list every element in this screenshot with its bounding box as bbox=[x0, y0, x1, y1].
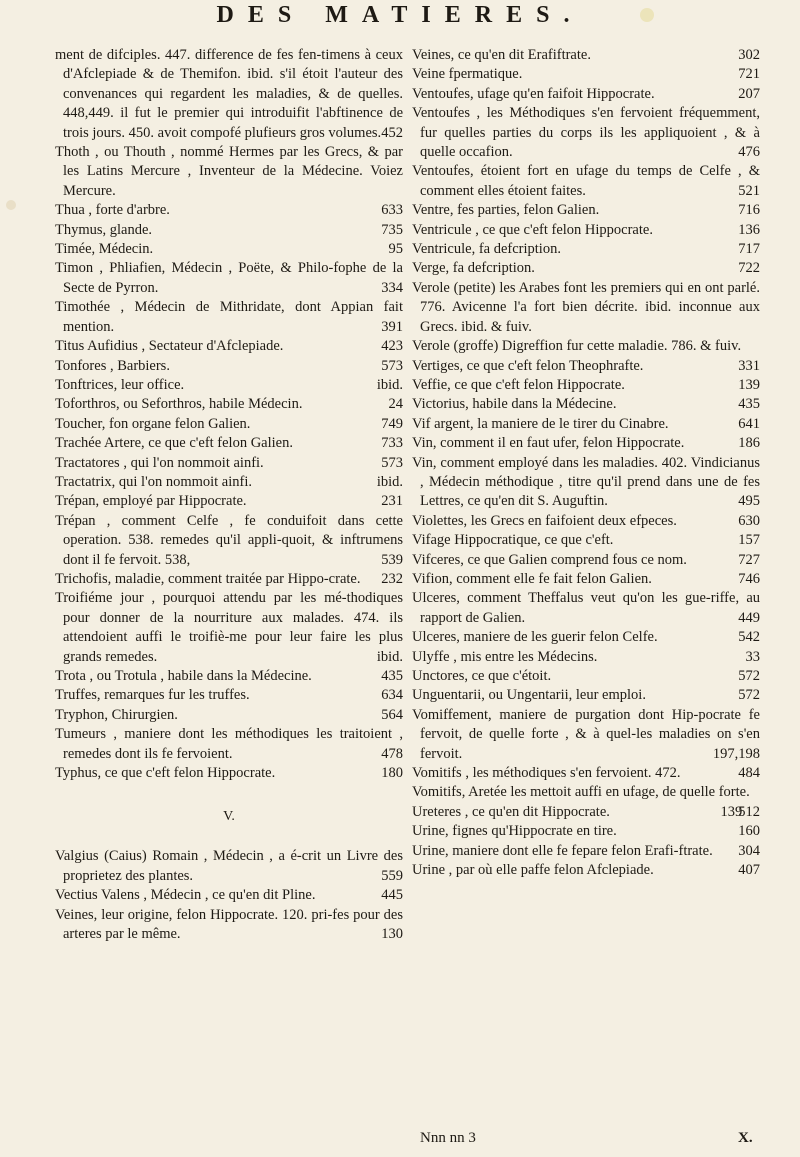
entry-text: Urine , par où elle paffe felon Afclepiade. bbox=[412, 862, 654, 879]
index-entry bbox=[412, 376, 760, 395]
entry-page-number: 391 bbox=[381, 318, 403, 335]
entry-page-number: 716 bbox=[738, 202, 760, 219]
entry-text: Trichofis, maladie, comment traitée par Hippo-crate. bbox=[55, 570, 361, 587]
v-entries bbox=[55, 847, 403, 944]
index-entry bbox=[412, 46, 760, 65]
entry-page-number: 435 bbox=[381, 668, 403, 684]
entry-page-number: 95 bbox=[388, 241, 403, 258]
index-entry bbox=[55, 589, 403, 667]
entry-text: Ureteres , ce qu'en dit Hippocrate. bbox=[412, 803, 610, 820]
entry-page-number: 24 bbox=[388, 396, 403, 413]
index-entry bbox=[55, 847, 403, 886]
entry-text: Urine, fignes qu'Hippocrate en tire. bbox=[412, 823, 617, 840]
index-entry bbox=[412, 842, 760, 861]
entry-page-number: 733 bbox=[381, 435, 403, 452]
entry-page-number: 717 bbox=[738, 241, 760, 258]
paper-stain bbox=[640, 8, 654, 22]
entry-text: Veine fpermatique. bbox=[412, 66, 523, 83]
entry-text: Trépan , comment Celfe , fe conduifoit dans cette operation. 538. remedes qu'il appli-quoit, & inftrumens dont il fe fervoit. 538, bbox=[55, 512, 403, 568]
entry-page-number: 334 bbox=[381, 279, 403, 296]
entry-text: Verole (groffe) Digreffion fur cette maladie. 786. & fuiv. bbox=[412, 338, 742, 355]
index-entry bbox=[412, 65, 760, 84]
entry-page-number: 539 bbox=[381, 551, 403, 568]
entry-page-number: 542 bbox=[738, 629, 760, 646]
entry-text: Ventoufes , les Méthodiques s'en fervoient fréquemment, fur quelles parties du corps ils les appliquoient , & à quelle occafion. bbox=[412, 105, 760, 161]
entry-page-number: 573 bbox=[381, 357, 403, 374]
index-entry bbox=[412, 434, 760, 453]
entry-text: Victorius, habile dans la Médecine. bbox=[412, 396, 617, 413]
entry-page-number: 130 bbox=[381, 926, 403, 943]
index-entry bbox=[55, 473, 403, 492]
entry-text: Tonfores , Barbiers. bbox=[55, 357, 170, 374]
entry-text: Vin, comment employé dans les maladies. 402. Vindicianus , Médecin méthodique , titre qu'il prend dans une de fes Lettres, ce qu'en dit S. Auguftin. bbox=[412, 454, 760, 510]
entry-page-number: 478 bbox=[381, 745, 403, 762]
index-entry bbox=[55, 706, 403, 725]
entry-text: Tonftrices, leur office. bbox=[55, 376, 185, 393]
entry-text: Valgius (Caius) Romain , Médecin , a é-crit un Livre des proprietez des plantes. bbox=[55, 848, 403, 884]
index-entry bbox=[55, 764, 403, 783]
index-entry bbox=[412, 531, 760, 550]
entry-text: Vif argent, la maniere de le tirer du Cinabre. bbox=[412, 415, 669, 432]
index-entry bbox=[412, 337, 760, 356]
entry-page-number: 33 bbox=[745, 648, 760, 665]
entry-text: Verole (petite) les Arabes font les premiers qui en ont parlé. 776. Avicenne l'a fort bien décrite. ibid. inconnue aux Grecs. ibid. & fuiv. bbox=[412, 279, 760, 335]
index-entry bbox=[55, 725, 403, 764]
entry-page-number: 136 bbox=[738, 221, 760, 238]
entry-text: Toforthros, ou Seforthros, habile Médecin. bbox=[55, 396, 303, 413]
entry-page-number: 180 bbox=[381, 765, 403, 782]
index-entry bbox=[55, 376, 403, 395]
index-entry bbox=[55, 143, 403, 201]
index-entry bbox=[55, 415, 403, 434]
entry-text: Ventoufes, ufage qu'en faifoit Hippocrate. bbox=[412, 85, 655, 102]
entry-page-number: 139 bbox=[738, 376, 760, 393]
index-entry bbox=[55, 906, 403, 945]
section-heading-v: V. bbox=[223, 809, 235, 825]
index-entry bbox=[412, 357, 760, 376]
entry-page-number: 572 bbox=[738, 687, 760, 704]
entry-page-number: 452 bbox=[381, 124, 403, 141]
entry-page-number: 564 bbox=[381, 706, 403, 723]
catchword: X. bbox=[738, 1130, 753, 1146]
index-entry bbox=[55, 357, 403, 376]
entry-text: Tumeurs , maniere dont les méthodiques les traitoient , remedes dont ils fe fervoient. bbox=[55, 726, 403, 762]
entry-page-number: 139 bbox=[720, 803, 743, 820]
entry-text: Troifiéme jour , pourquoi attendu par les mé-thodiques pour donner de la nourriture aux malades. 474. ils attendoient auffi le troifiè-me pour leur faire les plus grands remedes. bbox=[55, 590, 403, 665]
entry-text: ment de difciples. 447. difference de fes fen-timens à ceux d'Afclepiade & de Themifon. ibid. s'il étoit l'auteur des convenances qui regardent les maladies, & de quelles. 448,449. il fut le premier qui introduifit l'abftinence de trois jours. 450. avoit compofé plufieurs gros volumes. bbox=[55, 47, 403, 141]
entry-text: Toucher, fon organe felon Galien. bbox=[55, 415, 251, 432]
entry-page-number: 160 bbox=[738, 823, 760, 840]
entry-page-number: 727 bbox=[738, 551, 760, 568]
index-entry bbox=[412, 104, 760, 162]
index-entry bbox=[55, 201, 403, 220]
entry-text: Ulyffe , mis entre les Médecins. bbox=[412, 648, 598, 665]
entry-text: Vifion, comment elle fe fait felon Galien. bbox=[412, 570, 652, 587]
entry-text: Veines, leur origine, felon Hippocrate. 120. pri-fes pour des arteres par le même. bbox=[55, 906, 403, 943]
entry-page-number: 721 bbox=[738, 66, 760, 83]
entry-page-number: 484 bbox=[738, 765, 760, 782]
running-header: DES MATIERES. bbox=[216, 2, 584, 28]
entry-page-number: ibid. bbox=[376, 376, 403, 393]
entry-page-number: 559 bbox=[381, 867, 403, 884]
entry-text: Ventre, fes parties, felon Galien. bbox=[412, 202, 600, 219]
entry-text: Tryphon, Chirurgien. bbox=[55, 706, 178, 723]
entry-page-number: 197,198 bbox=[712, 745, 760, 762]
entry-text: Typhus, ce que c'eft felon Hippocrate. bbox=[55, 765, 276, 782]
entry-page-number: 633 bbox=[381, 202, 403, 219]
entry-page-number: 304 bbox=[738, 842, 760, 859]
entry-text: Verge, fa defcription. bbox=[412, 260, 535, 277]
index-entry bbox=[55, 492, 403, 511]
entry-page-number: 331 bbox=[738, 357, 760, 374]
index-entry bbox=[412, 259, 760, 278]
entry-text: Unguentarii, ou Ungentarii, leur emploi. bbox=[412, 687, 646, 704]
page-footer bbox=[0, 1130, 800, 1150]
signature-mark: Nnn nn 3 bbox=[420, 1130, 476, 1146]
entry-page-number: 435 bbox=[738, 396, 760, 413]
entry-text: Veffie, ce que c'eft felon Hippocrate. bbox=[412, 376, 625, 393]
entry-text: Violettes, les Grecs en faifoient deux efpeces. bbox=[412, 512, 677, 529]
index-entry bbox=[412, 570, 760, 589]
index-entry bbox=[55, 46, 403, 143]
entry-page-number: 232 bbox=[381, 570, 403, 587]
entry-page-number: 572 bbox=[738, 668, 760, 684]
entry-page-number: 157 bbox=[738, 532, 760, 549]
index-entry bbox=[55, 512, 403, 570]
entry-text: Vertiges, ce que c'eft felon Theophrafte. bbox=[412, 357, 644, 374]
entry-page-number: 746 bbox=[738, 570, 760, 587]
entry-page-number: 512 bbox=[738, 803, 760, 820]
left-entries bbox=[55, 46, 403, 783]
entry-text: Trépan, employé par Hippocrate. bbox=[55, 493, 247, 510]
entry-page-number: 445 bbox=[381, 887, 403, 904]
index-entry bbox=[412, 221, 760, 240]
left-column bbox=[55, 46, 403, 944]
entry-text: Vomitifs , les méthodiques s'en fervoient. 472. bbox=[412, 765, 681, 782]
entry-page-number: 207 bbox=[738, 85, 760, 102]
entry-text: Thua , forte d'arbre. bbox=[55, 202, 170, 219]
entry-page-number: 449 bbox=[738, 609, 760, 626]
entry-page-number: 641 bbox=[738, 415, 760, 432]
index-entry bbox=[55, 259, 403, 298]
entry-text: Ulceres, comment Theffalus veut qu'on les gue-riffe, au rapport de Galien. bbox=[412, 590, 760, 626]
entry-page-number: 630 bbox=[738, 512, 760, 529]
entry-text: Truffes, remarques fur les truffes. bbox=[55, 687, 250, 704]
entry-page-number: 476 bbox=[738, 144, 760, 161]
entry-text: Veines, ce qu'en dit Erafiftrate. bbox=[412, 47, 591, 63]
entry-text: Titus Aufidius , Sectateur d'Afclepiade. bbox=[55, 338, 284, 355]
right-column bbox=[412, 46, 760, 880]
index-entry bbox=[55, 395, 403, 414]
entry-page-number: 407 bbox=[738, 862, 760, 879]
index-entry bbox=[55, 686, 403, 705]
entry-text: Ventricule , ce que c'eft felon Hippocrate. bbox=[412, 221, 653, 238]
index-entry bbox=[412, 667, 760, 686]
entry-page-number: 573 bbox=[381, 454, 403, 471]
entry-text: Urine, maniere dont elle fe fepare felon Erafi-ftrate. bbox=[412, 842, 713, 859]
index-entry bbox=[412, 706, 760, 764]
entry-page-number: 302 bbox=[738, 47, 760, 63]
entry-text: Trachée Artere, ce que c'eft felon Galien. bbox=[55, 435, 293, 452]
entry-page-number: 749 bbox=[381, 415, 403, 432]
entry-page-number: 186 bbox=[738, 435, 760, 452]
entry-text: Unctores, ce que c'étoit. bbox=[412, 668, 552, 684]
index-entry bbox=[412, 240, 760, 259]
entry-page-number: 521 bbox=[738, 182, 760, 199]
index-entry bbox=[412, 279, 760, 337]
entry-page-number: 423 bbox=[381, 338, 403, 355]
index-entry bbox=[55, 570, 403, 589]
index-entry bbox=[412, 822, 760, 841]
index-entry bbox=[412, 628, 760, 647]
index-entry bbox=[412, 589, 760, 628]
entry-text: Timée, Médecin. bbox=[55, 241, 154, 258]
entry-text: Thoth , ou Thouth , nommé Hermes par les Grecs, & par les Latins Mercure , Inventeur de la Médecine. Voiez Mercure. bbox=[55, 144, 403, 199]
entry-text: Ulceres, maniere de les guerir felon Celfe. bbox=[412, 629, 658, 646]
entry-text: Tractatrix, qui l'on nommoit ainfi. bbox=[55, 473, 253, 490]
entry-text: Trota , ou Trotula , habile dans la Médecine. bbox=[55, 668, 312, 684]
index-entry bbox=[412, 201, 760, 220]
index-entry bbox=[412, 395, 760, 414]
entry-text: Vifage Hippocratique, ce que c'eft. bbox=[412, 532, 614, 549]
entry-page-number: 722 bbox=[738, 260, 760, 277]
entry-page-number: 735 bbox=[381, 221, 403, 238]
index-entry bbox=[55, 886, 403, 905]
entry-text: Vifceres, ce que Galien comprend fous ce nom. bbox=[412, 551, 687, 568]
entry-text: Timon , Phliafien, Médecin , Poëte, & Philo-fophe de la Secte de Pyrron. bbox=[55, 260, 403, 296]
index-entry bbox=[55, 337, 403, 356]
index-entry bbox=[55, 434, 403, 453]
entry-text: Vomiffement, maniere de purgation dont Hip-pocrate fe fervoit, de quelle forte , & à quel-les maladies on s'en fervoit. bbox=[412, 706, 760, 762]
entry-text: Vectius Valens , Médecin , ce qu'en dit Pline. bbox=[55, 887, 316, 904]
index-entry bbox=[412, 454, 760, 512]
index-entry bbox=[412, 512, 760, 531]
entry-text: Vomitifs, Aretée les mettoit auffi en ufage, de quelle forte. bbox=[412, 784, 750, 801]
index-entry bbox=[55, 667, 403, 686]
entry-page-number: 634 bbox=[381, 687, 403, 704]
index-entry bbox=[412, 764, 760, 783]
index-entry bbox=[412, 861, 760, 880]
index-entry bbox=[55, 240, 403, 259]
entry-text: Ventoufes, étoient fort en ufage du temps de Celfe , & comment elles étoient faites. bbox=[412, 163, 760, 199]
index-entry bbox=[412, 415, 760, 434]
index-entry bbox=[412, 803, 760, 822]
entry-page-number: 495 bbox=[738, 493, 760, 510]
paper-stain bbox=[6, 200, 16, 210]
index-entry bbox=[55, 298, 403, 337]
entry-page-number: ibid. bbox=[376, 648, 403, 665]
entry-page-number: ibid. bbox=[376, 473, 403, 490]
entry-text: Vin, comment il en faut ufer, felon Hippocrate. bbox=[412, 435, 685, 452]
index-entry bbox=[412, 551, 760, 570]
index-entry bbox=[412, 686, 760, 705]
index-entry bbox=[412, 162, 760, 201]
entry-page-number: 231 bbox=[381, 493, 403, 510]
index-entry bbox=[55, 454, 403, 473]
index-entry bbox=[412, 85, 760, 104]
right-entries bbox=[412, 46, 760, 880]
index-entry bbox=[55, 221, 403, 240]
entry-text: Thymus, glande. bbox=[55, 221, 153, 238]
entry-text: Timothée , Médecin de Mithridate, dont Appian fait mention. bbox=[55, 299, 403, 335]
entry-text: Tractatores , qui l'on nommoit ainfi. bbox=[55, 454, 264, 471]
index-entry bbox=[412, 648, 760, 667]
entry-text: Ventricule, fa defcription. bbox=[412, 241, 561, 258]
